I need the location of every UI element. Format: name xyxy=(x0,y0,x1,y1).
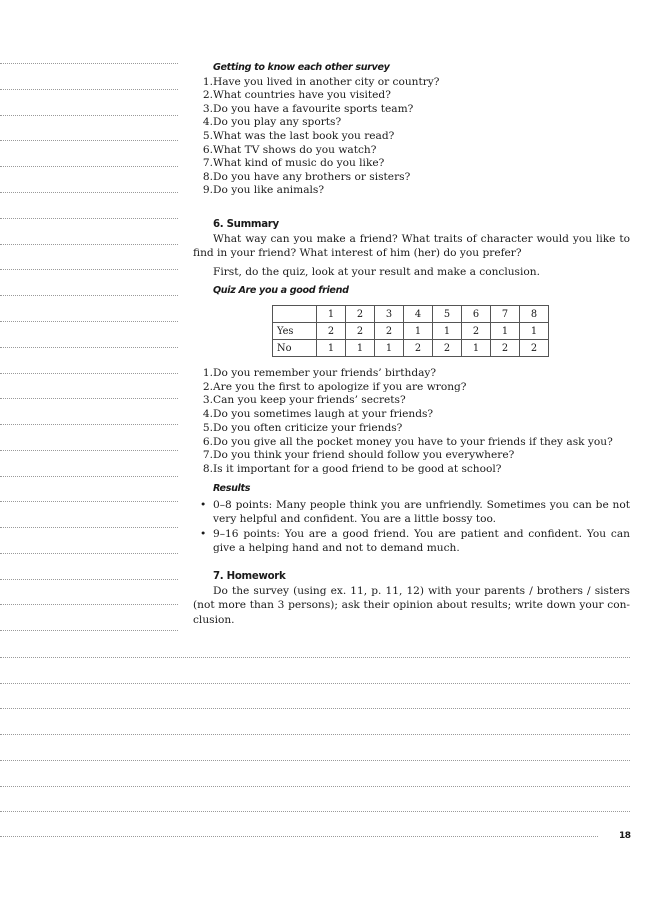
list-item xyxy=(193,130,630,144)
item-number: 3. xyxy=(202,394,213,407)
table-cell: 2 xyxy=(491,340,520,357)
list-item xyxy=(193,527,630,555)
quiz-question-list xyxy=(193,367,638,477)
item-text: Have you lived in another city or country? xyxy=(213,75,440,88)
list-item xyxy=(193,463,638,477)
homework-heading: 7. Homework xyxy=(213,571,286,582)
table-cell: 1 xyxy=(520,323,549,340)
item-number: 5. xyxy=(202,129,213,142)
note-line xyxy=(0,476,178,477)
list-item xyxy=(193,436,638,450)
quiz-title: Quiz Are you a good friend xyxy=(213,284,349,296)
table-header-cell: 8 xyxy=(520,306,549,323)
item-text: What was the last book you read? xyxy=(213,129,395,142)
item-number: 3. xyxy=(202,102,213,115)
results-section xyxy=(193,482,630,555)
quiz-questions-section xyxy=(193,367,638,477)
list-item xyxy=(193,157,630,171)
note-line xyxy=(0,166,178,167)
note-line xyxy=(0,527,178,528)
item-text: Do you remember your friends’ birthday? xyxy=(213,367,437,379)
item-number: 5. xyxy=(202,421,213,434)
note-line xyxy=(0,269,178,270)
note-line xyxy=(0,89,178,90)
summary-heading: 6. Summary xyxy=(213,219,279,230)
bullet-icon: • xyxy=(200,527,207,540)
table-cell: 2 xyxy=(433,340,462,357)
homework-paragraph: Do the survey (using ex. 11, p. 11, 12) with your parents / brothers / sisters (not more than 3 persons); ask their opinion about results; write down your conclusion. xyxy=(193,585,630,626)
table-row xyxy=(273,340,549,357)
note-line xyxy=(0,760,630,761)
item-text: What kind of music do you like? xyxy=(213,157,385,170)
note-line xyxy=(0,630,178,631)
list-item xyxy=(193,408,638,422)
note-line xyxy=(0,811,630,812)
table-cell: 2 xyxy=(375,323,404,340)
table-cell: 1 xyxy=(433,323,462,340)
item-text: Do you like animals? xyxy=(213,184,325,197)
table-header-row xyxy=(273,306,549,323)
table-cell: 1 xyxy=(491,323,520,340)
note-line xyxy=(0,579,178,580)
item-text: Are you the first to apologize if you are wrong? xyxy=(213,380,467,393)
note-line xyxy=(0,347,178,348)
note-line xyxy=(0,450,178,451)
note-line xyxy=(0,683,630,684)
item-text: Can you keep your friends’ secrets? xyxy=(213,394,406,407)
summary-paragraph: What way can you make a friend? What traits of character would you like to find in your friend? What interest of him (her) do you prefer? xyxy=(193,233,630,260)
list-item xyxy=(193,394,638,408)
table-header-cell: 7 xyxy=(491,306,520,323)
table-header-cell: 5 xyxy=(433,306,462,323)
note-line xyxy=(0,786,630,787)
table-cell: 2 xyxy=(462,323,491,340)
item-text: Do you play any sports? xyxy=(213,116,342,129)
row-label: Yes xyxy=(273,323,317,340)
note-line xyxy=(0,424,178,425)
table-cell: 2 xyxy=(317,323,346,340)
item-text: Do you often criticize your friends? xyxy=(213,421,403,434)
table-cell: 2 xyxy=(404,340,433,357)
list-item xyxy=(193,144,630,158)
list-item xyxy=(193,367,638,381)
table-cell xyxy=(273,306,317,323)
item-text: 9–16 points: You are a good friend. You are patient and confident. You can give a helping hand and not to demand much. xyxy=(213,527,630,554)
item-number: 2. xyxy=(202,380,213,393)
note-line xyxy=(0,553,178,554)
table-header-cell: 2 xyxy=(346,306,375,323)
list-item xyxy=(193,171,630,185)
table-cell: 1 xyxy=(375,340,404,357)
note-line xyxy=(0,734,630,735)
note-line xyxy=(0,63,178,64)
results-heading: Results xyxy=(213,483,251,494)
list-item xyxy=(193,184,630,198)
note-line xyxy=(0,295,178,296)
list-item xyxy=(193,381,638,395)
item-number: 8. xyxy=(202,170,213,183)
survey-section xyxy=(193,61,630,198)
homework-section xyxy=(193,570,630,627)
item-text: Do you think your friend should follow you everywhere? xyxy=(213,449,515,462)
note-line xyxy=(0,398,178,399)
item-text: Do you give all the pocket money you have to your friends if they ask you? xyxy=(213,435,613,448)
item-number: 2. xyxy=(202,89,213,102)
note-line xyxy=(0,501,178,502)
item-number: 7. xyxy=(202,157,213,170)
item-text: 0–8 points: Many people think you are unfriendly. Sometimes you can be not very helpful and confident. You are a little bossy too. xyxy=(213,499,630,526)
item-number: 4. xyxy=(202,408,213,421)
note-line xyxy=(0,373,178,374)
table-cell: 1 xyxy=(346,340,375,357)
table-cell: 1 xyxy=(462,340,491,357)
list-item xyxy=(193,76,630,90)
results-list xyxy=(193,498,630,555)
item-number: 6. xyxy=(202,143,213,156)
table-header-cell: 3 xyxy=(375,306,404,323)
note-line xyxy=(0,115,178,116)
note-line xyxy=(0,244,178,245)
list-item xyxy=(193,116,630,130)
list-item xyxy=(193,422,638,436)
note-line xyxy=(0,708,630,709)
item-text: What TV shows do you watch? xyxy=(213,143,377,156)
item-number: 1. xyxy=(202,367,213,379)
survey-title: Getting to know each other survey xyxy=(213,62,390,73)
note-line xyxy=(0,192,178,193)
table-header-cell: 1 xyxy=(317,306,346,323)
item-number: 8. xyxy=(202,462,213,475)
item-number: 7. xyxy=(202,449,213,462)
quiz-score-table xyxy=(272,305,549,357)
summary-instruction: First, do the quiz, look at your result and make a conclusion. xyxy=(213,265,540,278)
item-text: Do you sometimes laugh at your friends? xyxy=(213,408,434,421)
table-cell: 2 xyxy=(520,340,549,357)
list-item xyxy=(193,449,638,463)
note-line xyxy=(0,218,178,219)
table-cell: 1 xyxy=(317,340,346,357)
item-number: 4. xyxy=(202,116,213,129)
summary-section xyxy=(193,218,630,298)
row-label: No xyxy=(273,340,317,357)
list-item xyxy=(193,498,630,526)
table-header-cell: 4 xyxy=(404,306,433,323)
note-line xyxy=(0,604,178,605)
table-cell: 1 xyxy=(404,323,433,340)
item-text: Is it important for a good friend to be good at school? xyxy=(213,462,502,475)
item-number: 9. xyxy=(202,184,213,197)
item-number: 1. xyxy=(202,75,213,88)
item-text: Do you have a favourite sports team? xyxy=(213,102,414,115)
list-item xyxy=(193,103,630,117)
bullet-icon: • xyxy=(200,499,207,512)
note-line xyxy=(0,657,630,658)
page-number: 18 xyxy=(619,831,631,841)
table-cell: 2 xyxy=(346,323,375,340)
list-item xyxy=(193,89,630,103)
table-row xyxy=(273,323,549,340)
table-header-cell: 6 xyxy=(462,306,491,323)
item-text: Do you have any brothers or sisters? xyxy=(213,170,411,183)
survey-question-list xyxy=(193,76,630,198)
note-line xyxy=(0,140,178,141)
note-line xyxy=(0,836,598,837)
item-number: 6. xyxy=(202,435,213,448)
item-text: What countries have you visited? xyxy=(213,89,391,102)
note-line xyxy=(0,321,178,322)
